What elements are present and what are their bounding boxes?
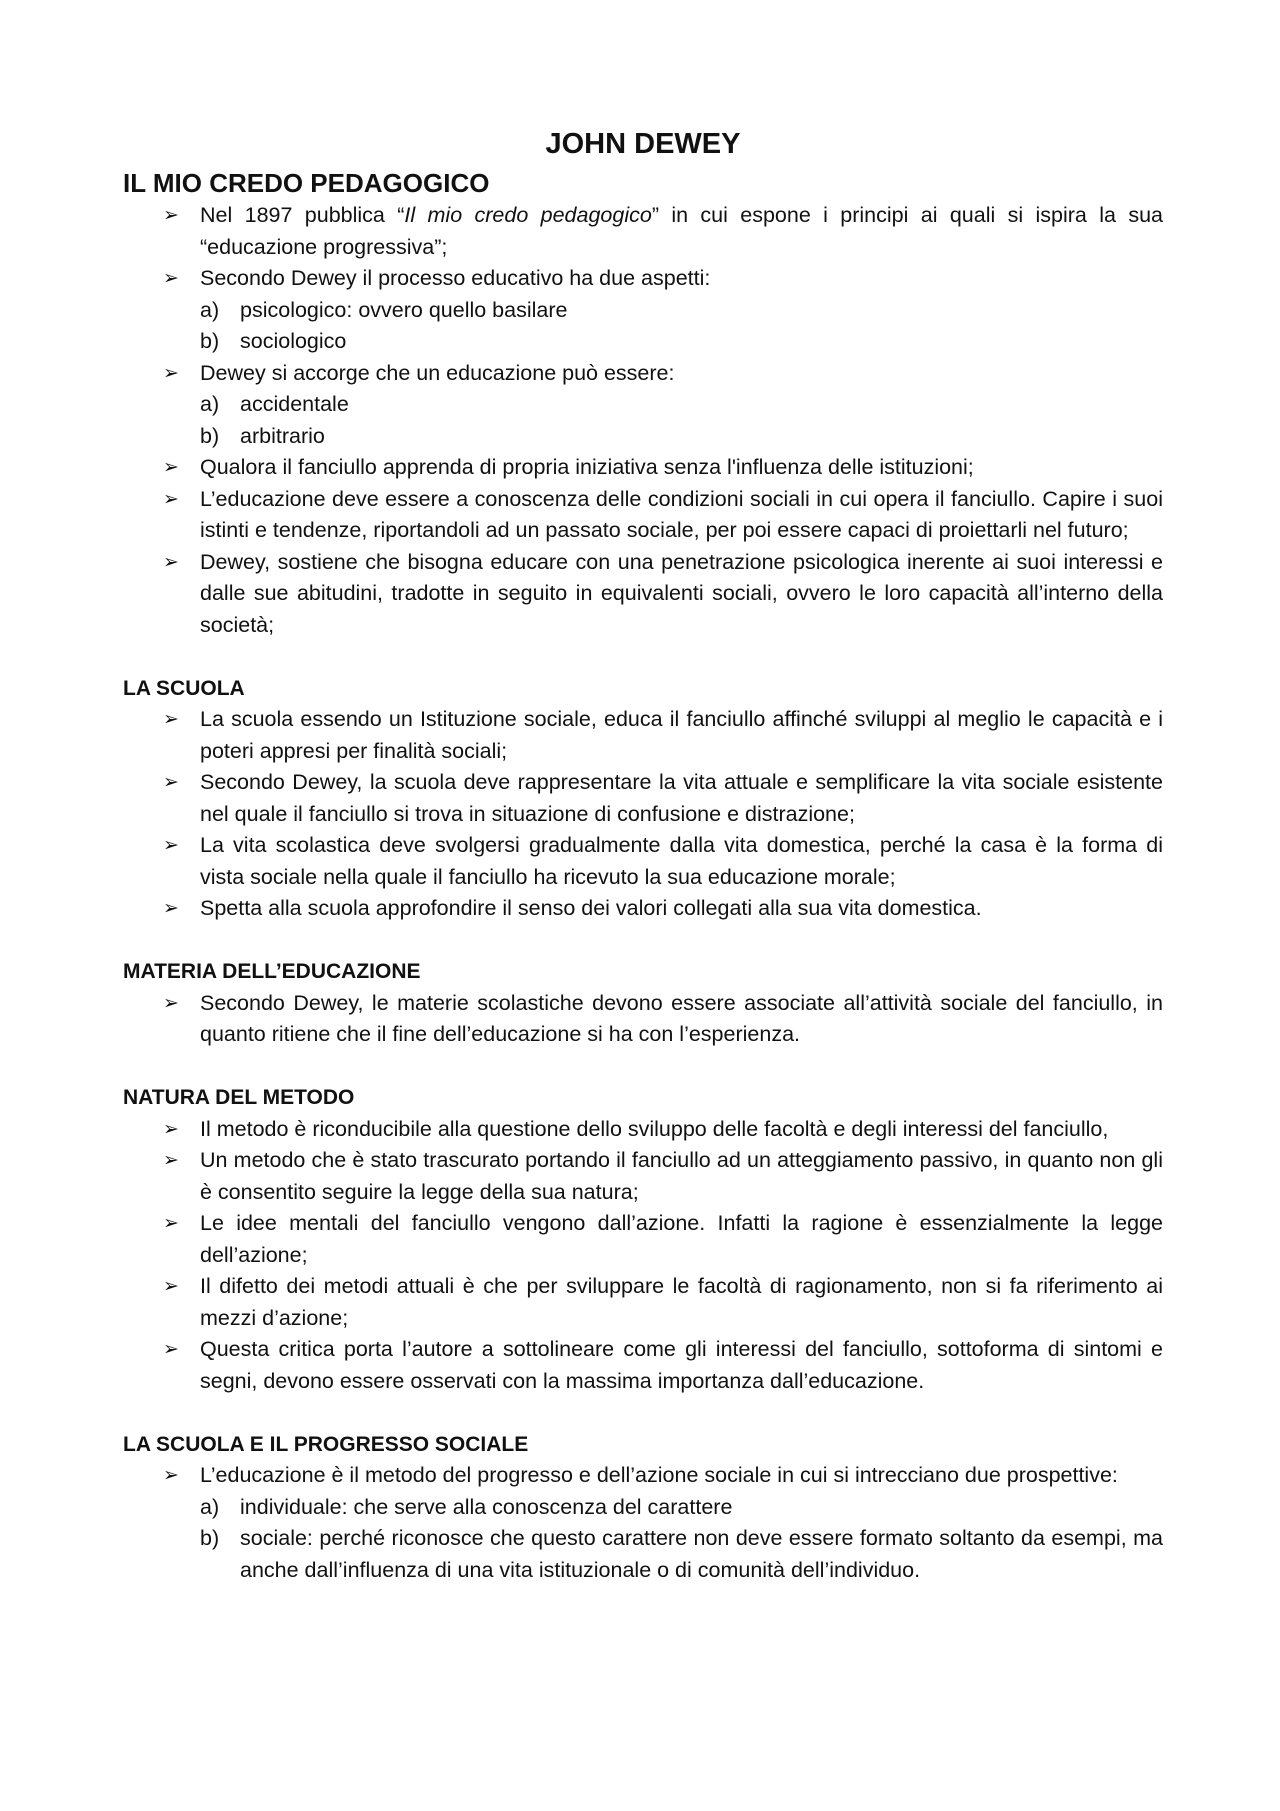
arrow-bullet-icon: ➢ xyxy=(163,709,179,730)
arrow-bullet-icon: ➢ xyxy=(163,457,179,478)
arrow-bullet-icon: ➢ xyxy=(163,1276,179,1297)
arrow-bullet-icon: ➢ xyxy=(163,835,179,856)
document-content xyxy=(123,126,1163,1586)
bullet-text: La scuola essendo un Istituzione sociale, educa il fanciullo affinché sviluppi al meglio le capacità e i poteri appresi per finalità sociali; xyxy=(200,707,1163,763)
bullet-item xyxy=(123,358,1163,390)
sub-item-letter: a) xyxy=(200,1494,220,1519)
sub-list-item xyxy=(123,421,1163,453)
sub-list-item xyxy=(123,326,1163,358)
bullet-text: Un metodo che è stato trascurato portando il fanciullo ad un atteggiamento passivo, in quanto non gli è consentito seguire la legge della sua natura; xyxy=(200,1148,1163,1204)
bullet-item xyxy=(123,452,1163,484)
bullet-text: Secondo Dewey, le materie scolastiche devono essere associate all’attività sociale del fanciullo, in quanto ritiene che il fine dell’educazione si ha con l’esperienza. xyxy=(200,990,1163,1046)
bullet-item xyxy=(123,830,1163,893)
bullet-item xyxy=(123,1271,1163,1334)
sub-item-text: sociologico xyxy=(240,329,347,353)
section-gap xyxy=(123,641,1163,673)
bullet-text: Le idee mentali del fanciullo vengono dall’azione. Infatti la ragione è essenzialmente la legge dell’azione; xyxy=(200,1211,1163,1267)
arrow-bullet-icon: ➢ xyxy=(163,1465,179,1486)
arrow-bullet-icon: ➢ xyxy=(163,205,179,226)
arrow-bullet-icon: ➢ xyxy=(163,772,179,793)
section-heading: IL MIO CREDO PEDAGOGICO xyxy=(123,168,490,198)
sub-list-item xyxy=(123,1492,1163,1524)
arrow-bullet-icon: ➢ xyxy=(163,1339,179,1360)
bullet-item xyxy=(123,484,1163,547)
bullet-list xyxy=(123,200,1163,641)
book-title-italic: Il mio credo pedagogico xyxy=(404,203,652,227)
sub-item-letter: a) xyxy=(200,297,220,322)
arrow-bullet-icon: ➢ xyxy=(163,362,179,384)
bullet-list xyxy=(123,704,1163,925)
bullet-text: Secondo Dewey, la scuola deve rappresentare la vita attuale e semplificare la vita sociale esistente nel quale il fanciullo si trova in situazione di confusione e distrazione; xyxy=(200,770,1163,826)
bullet-item xyxy=(123,1145,1163,1208)
section-gap xyxy=(123,1397,1163,1429)
arrow-bullet-icon: ➢ xyxy=(163,268,179,289)
arrow-bullet-icon: ➢ xyxy=(163,898,179,919)
bullet-text-post: ” in cui espone i principi ai quali si ispira la sua “educazione progressiva”; xyxy=(200,203,1163,259)
sub-list-item xyxy=(123,389,1163,421)
arrow-bullet-icon: ➢ xyxy=(163,1213,179,1234)
section-gap xyxy=(123,925,1163,957)
arrow-bullet-icon: ➢ xyxy=(163,551,179,573)
section-gap xyxy=(123,1051,1163,1083)
sub-item-text: individuale: che serve alla conoscenza del carattere xyxy=(240,1494,733,1519)
sub-item-text: psicologico: ovvero quello basilare xyxy=(240,297,568,322)
bullet-item xyxy=(123,1114,1163,1146)
section-heading: NATURA DEL METODO xyxy=(123,1086,355,1109)
section-heading: MATERIA DELL’EDUCAZIONE xyxy=(123,960,421,983)
bullet-text-pre: Nel 1897 pubblica “ xyxy=(200,203,405,227)
arrow-bullet-icon: ➢ xyxy=(163,1150,179,1171)
section-heading: LA SCUOLA E IL PROGRESSO SOCIALE xyxy=(123,1432,529,1456)
bullet-item xyxy=(123,200,1163,263)
bullet-text: L’educazione è il metodo del progresso e dell’azione sociale in cui si intrecciano due prospettive: xyxy=(200,1463,1118,1487)
bullet-item xyxy=(123,704,1163,767)
bullet-item xyxy=(123,263,1163,295)
sub-item-letter: a) xyxy=(200,392,220,416)
bullet-text: Qualora il fanciullo apprenda di propria iniziativa senza l'influenza delle istituzioni; xyxy=(200,455,974,479)
bullet-item xyxy=(123,767,1163,830)
bullet-text: L’educazione deve essere a conoscenza delle condizioni sociali in cui opera il fanciullo. Capire i suoi istinti e tendenze, riportandoli ad un passato sociale, per poi essere capaci di proiettarli nel futuro; xyxy=(200,486,1163,542)
sub-item-letter: b) xyxy=(200,423,220,448)
bullet-list xyxy=(123,1460,1163,1586)
sub-list-item xyxy=(123,295,1163,327)
bullet-text: Questa critica porta l’autore a sottolineare come gli interessi del fanciullo, sottoforma di sintomi e segni, devono essere osservati con la massima importanza dall’educazione. xyxy=(200,1337,1163,1393)
sub-item-letter: b) xyxy=(200,1526,220,1550)
sub-item-letter: b) xyxy=(200,329,220,353)
bullet-item xyxy=(123,1460,1163,1492)
bullet-list xyxy=(123,1114,1163,1398)
section-heading: LA SCUOLA xyxy=(123,676,245,700)
bullet-item xyxy=(123,547,1163,642)
bullet-list xyxy=(123,988,1163,1051)
bullet-item xyxy=(123,988,1163,1051)
bullet-text: Il difetto dei metodi attuali è che per sviluppare le facoltà di ragionamento, non si fa riferimento ai mezzi d’azione; xyxy=(200,1274,1163,1330)
bullet-item xyxy=(123,893,1163,925)
arrow-bullet-icon: ➢ xyxy=(163,488,179,510)
arrow-bullet-icon: ➢ xyxy=(163,1118,179,1140)
bullet-text: La vita scolastica deve svolgersi gradualmente dalla vita domestica, perché la casa è la forma di vista sociale nella quale il fanciullo ha ricevuto la sua educazione morale; xyxy=(200,833,1163,889)
arrow-bullet-icon: ➢ xyxy=(163,992,179,1014)
bullet-item xyxy=(123,1334,1163,1397)
bullet-text: Il metodo è riconducibile alla questione dello sviluppo delle facoltà e degli interessi del fanciullo, xyxy=(200,1116,1109,1141)
bullet-item xyxy=(123,1208,1163,1271)
sections-container xyxy=(123,166,1163,1586)
bullet-text: Spetta alla scuola approfondire il senso dei valori collegati alla sua vita domestica. xyxy=(200,896,982,920)
sub-item-text: sociale: perché riconosce che questo carattere non deve essere formato soltanto da esempi, ma anche dall’influenza di una vita istituzionale o di comunità dell’individuo. xyxy=(240,1526,1163,1582)
document-title: JOHN DEWEY xyxy=(545,128,741,160)
bullet-text: Secondo Dewey il processo educativo ha due aspetti: xyxy=(200,266,711,290)
sub-item-text: arbitrario xyxy=(240,423,325,448)
sub-list-item xyxy=(123,1523,1163,1586)
bullet-text: Dewey, sostiene che bisogna educare con una penetrazione psicologica inerente ai suoi interessi e dalle sue abitudini, tradotte in seguito in equivalenti sociali, ovvero le loro capacità all’interno della società; xyxy=(200,549,1163,637)
bullet-text: Dewey si accorge che un educazione può essere: xyxy=(200,360,675,385)
sub-item-text: accidentale xyxy=(240,392,349,416)
